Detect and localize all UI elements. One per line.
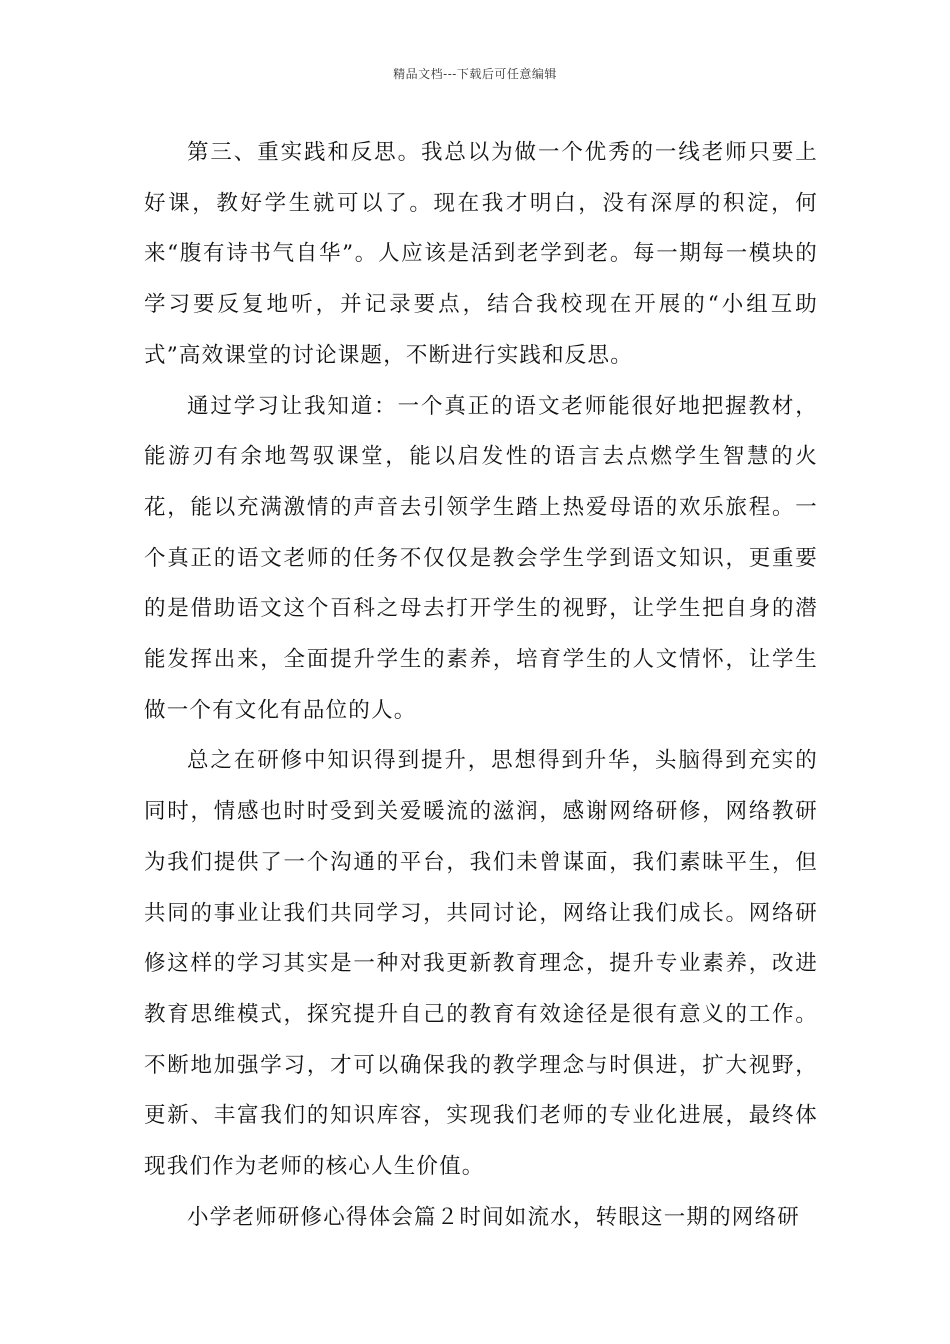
paragraph-summary: 总之在研修中知识得到提升，思想得到升华，头脑得到充实的同时，情感也时时受到关爱暖流的滋润，感谢网络研修，网络教研为我们提供了一个沟通的平台，我们未曾谋面，我们素昧平生，但共同的事业让我们共同学习，共同讨论，网络让我们成长。网络研修这样的学习其实是一种对我更新教育理念，提升专业素养，改进教育思维模式，探究提升自己的教育有效途径是很有意义的工作。不断地加强学习，才可以确保我的教学理念与时俱进，扩大视野，更新、丰富我们的知识库容，实现我们老师的专业化进展，最终体现我们作为老师的核心人生价值。 <box>144 748 818 1180</box>
document-body <box>144 128 818 1243</box>
paragraph-chinese-teacher: 通过学习让我知道：一个真正的语文老师能很好地把握教材，能游刃有余地驾驭课堂，能以启发性的语言去点燃学生智慧的火花，能以充满激情的声音去引领学生踏上热爱母语的欢乐旅程。一个真正的语文老师的任务不仅仅是教会学生学到语文知识，更重要的是借助语文这个百科之母去打开学生的视野，让学生把自身的潜能发挥出来，全面提升学生的素养，培育学生的人文情怀，让学生做一个有文化有品位的人。 <box>144 393 818 723</box>
page-header: 精品文档---下载后可任意编辑 <box>393 67 557 81</box>
paragraph-practice-reflection: 第三、重实践和反思。我总以为做一个优秀的一线老师只要上好课，教好学生就可以了。现在我才明白，没有深厚的积淀，何来“腹有诗书气自华”。人应该是活到老学到老。每一期每一模块的学习要反复地听，并记录要点，结合我校现在开展的“小组互助式”高效课堂的讨论课题，不断进行实践和反思。 <box>144 140 818 368</box>
paragraph-part-two-start: 小学老师研修心得体会篇２时间如流水，转眼这一期的网络研 <box>187 1204 800 1230</box>
